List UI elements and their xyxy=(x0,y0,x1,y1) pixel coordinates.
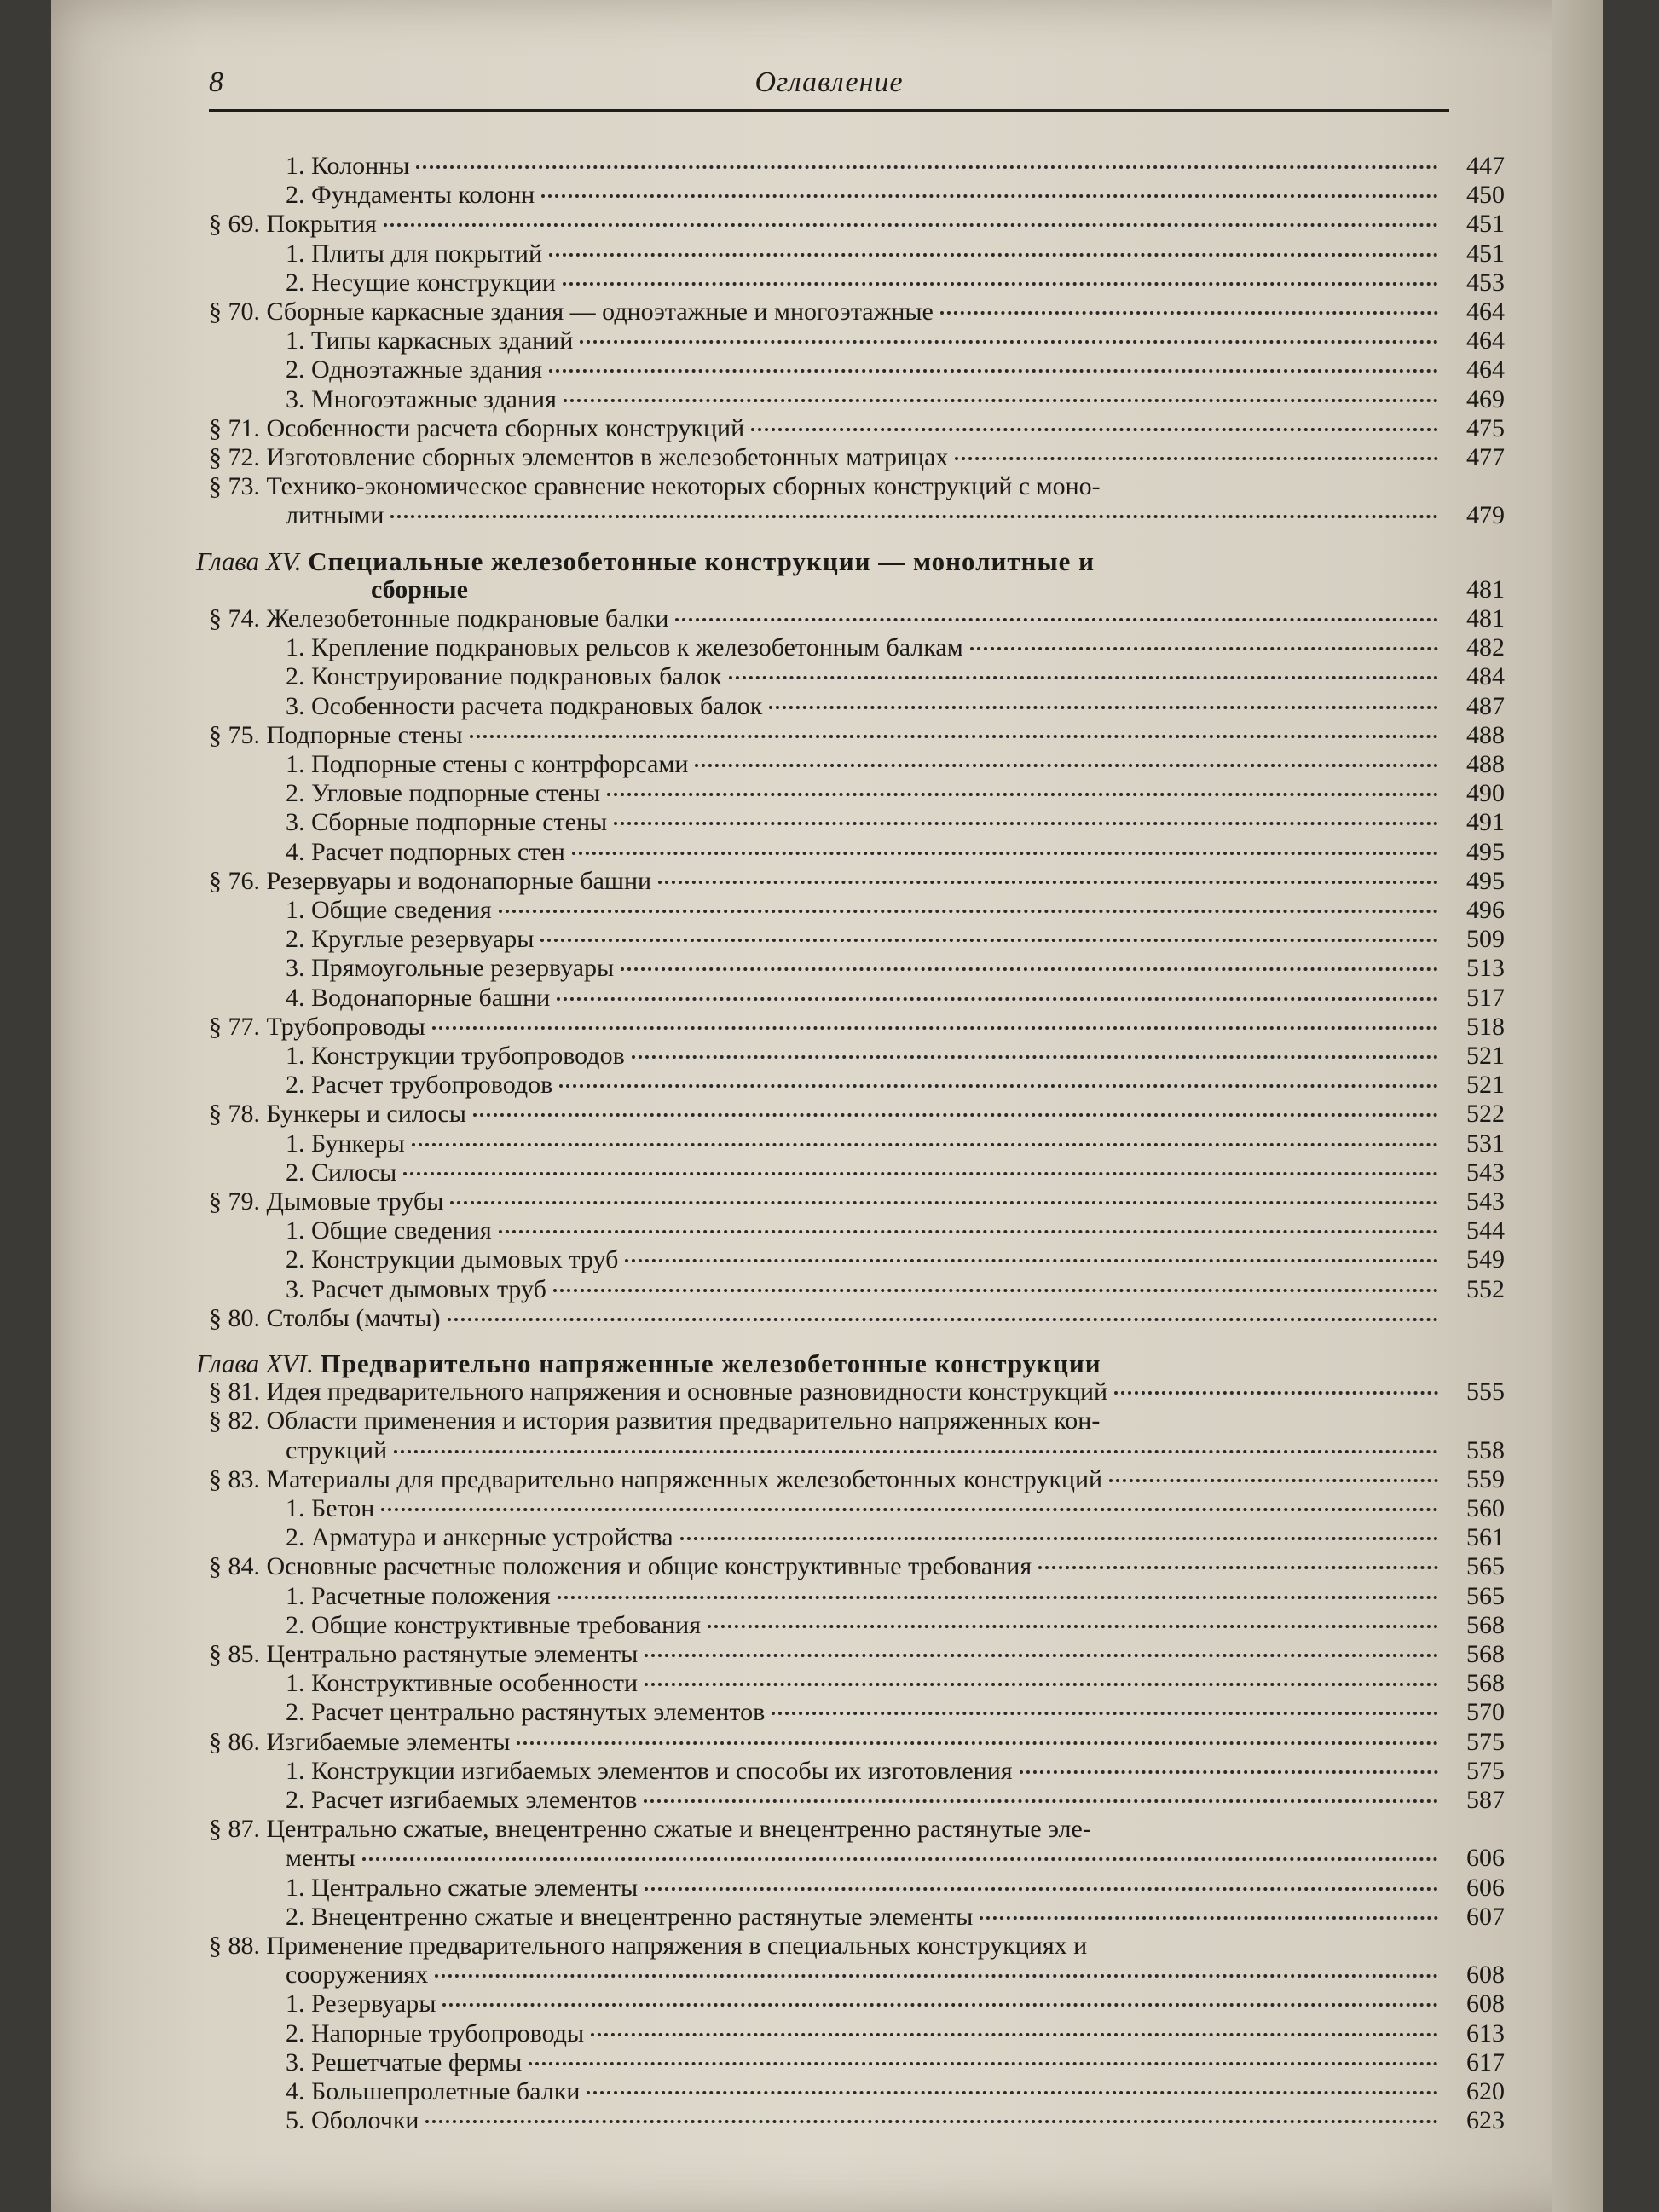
dot-leader xyxy=(416,165,1438,169)
dot-leader xyxy=(435,1974,1438,1978)
toc-subsection-entry[interactable] xyxy=(209,984,1505,1013)
dot-leader xyxy=(448,1318,1438,1321)
dot-leader xyxy=(580,340,1438,344)
toc-page-number: 450 xyxy=(1466,181,1505,210)
dot-leader xyxy=(549,253,1438,257)
toc-subsection-entry[interactable] xyxy=(209,2048,1505,2077)
toc-subsection-entry[interactable] xyxy=(209,240,1505,269)
dot-leader xyxy=(675,618,1438,621)
toc-chapter-heading xyxy=(196,546,1373,577)
dot-leader xyxy=(559,1084,1438,1088)
toc-subsection-entry[interactable] xyxy=(209,1245,1505,1274)
toc-subsection-entry[interactable] xyxy=(209,1071,1505,1100)
toc-entry-continuation xyxy=(209,1961,1505,1990)
dot-leader xyxy=(658,881,1438,884)
toc-entry-title: 2. Арматура и анкерные устройства xyxy=(286,1523,673,1552)
toc-entry-title: 2. Угловые подпорные стены xyxy=(286,779,600,808)
toc-page-number: 488 xyxy=(1466,750,1505,778)
toc-subsection-entry[interactable] xyxy=(209,1158,1505,1187)
toc-page-number: 447 xyxy=(1466,152,1505,180)
toc-entry-title: § 85. Центрально растянутые элементы xyxy=(209,1640,639,1668)
dot-leader xyxy=(390,515,1438,518)
chapter-page-ref: 481 xyxy=(1466,575,1505,604)
toc-entry-title: 2. Одноэтажные здания xyxy=(286,355,543,384)
toc-page-number: 469 xyxy=(1466,384,1505,413)
toc-page-number: 617 xyxy=(1466,2047,1505,2076)
toc-subsection-entry[interactable] xyxy=(209,2077,1505,2106)
toc-entry-title: 1. Расчетные положения xyxy=(286,1581,551,1610)
dot-leader xyxy=(403,1172,1438,1175)
toc-entry-title: 2. Круглые резервуары xyxy=(286,925,535,954)
toc-section-entry[interactable] xyxy=(209,1728,1505,1757)
dot-leader xyxy=(517,1741,1438,1745)
toc-entry-title-continuation: сооружениях xyxy=(286,1961,429,1990)
dot-leader xyxy=(1038,1566,1438,1569)
toc-section-entry[interactable] xyxy=(209,1552,1505,1581)
toc-subsection-entry[interactable] xyxy=(209,1275,1505,1304)
toc-entry-title: § 75. Подпорные стены xyxy=(209,720,463,749)
toc-subsection-entry[interactable] xyxy=(209,1129,1505,1158)
toc-subsection-entry[interactable] xyxy=(209,152,1505,181)
toc-page-number: 552 xyxy=(1466,1274,1505,1303)
toc-page-number: 606 xyxy=(1466,1844,1505,1873)
toc-entry-title: 2. Внецентренно сжатые и внецентренно растянутые элементы xyxy=(286,1902,974,1931)
toc-page-number: 451 xyxy=(1466,210,1505,239)
dot-leader xyxy=(381,1508,1438,1511)
toc-page-number: 575 xyxy=(1466,1756,1505,1785)
toc-subsection-entry[interactable] xyxy=(209,1494,1505,1523)
toc-subsection-entry[interactable] xyxy=(209,1582,1505,1611)
dot-leader xyxy=(955,457,1438,460)
toc-subsection-entry[interactable] xyxy=(209,808,1505,837)
toc-entry-title: 3. Сборные подпорные стены xyxy=(286,808,608,837)
dot-leader xyxy=(473,1113,1438,1117)
toc-entry-title: § 87. Центрально сжатые, внецентренно сжатые и внецентренно растянутые эле- xyxy=(209,1815,1091,1844)
dot-leader xyxy=(564,399,1438,402)
dot-leader xyxy=(645,1887,1438,1891)
toc-page-number: 565 xyxy=(1466,1581,1505,1610)
dot-leader xyxy=(625,1259,1438,1262)
toc-subsection-entry[interactable] xyxy=(209,385,1505,414)
dot-leader xyxy=(442,2003,1438,2007)
toc-subsection-entry[interactable] xyxy=(209,1698,1505,1727)
toc-section-entry[interactable] xyxy=(209,1100,1505,1129)
toc-entry-title: § 86. Изгибаемые элементы xyxy=(209,1727,511,1756)
page-number: 8 xyxy=(209,66,223,98)
toc-entry-title: § 83. Материалы для предварительно напряженных железобетонных конструкций xyxy=(209,1464,1103,1493)
dot-leader xyxy=(541,194,1438,198)
dot-leader xyxy=(499,1230,1438,1233)
toc-page-number: 568 xyxy=(1466,1610,1505,1639)
dot-leader xyxy=(695,764,1438,767)
toc-entry-continuation xyxy=(209,1436,1505,1465)
toc-subsection-entry[interactable] xyxy=(209,1757,1505,1786)
toc-entry-title: 3. Многоэтажные здания xyxy=(286,384,557,413)
toc-section-entry[interactable] xyxy=(209,472,1505,501)
toc-subsection-entry[interactable] xyxy=(209,269,1505,297)
toc-entry-title: § 74. Железобетонные подкрановые балки xyxy=(209,604,669,632)
toc-entry-title: § 70. Сборные каркасные здания — одноэтажные и многоэтажные xyxy=(209,297,934,326)
chapter-title: Предварительно напряженные железобетонные конструкции xyxy=(320,1349,1101,1378)
chapter-title: Специальные железобетонные конструкции — монолитные и xyxy=(308,546,1095,576)
toc-subsection-entry[interactable] xyxy=(209,1903,1505,1932)
toc-entry-title: § 88. Применение предварительного напряжения в специальных конструкциях и xyxy=(209,1932,1088,1960)
toc-page-number: 496 xyxy=(1466,896,1505,924)
toc-entry-title-continuation: менты xyxy=(286,1844,356,1873)
toc-entry-title: § 72. Изготовление сборных элементов в железобетонных матрицах xyxy=(209,443,949,471)
toc-page-number: 509 xyxy=(1466,925,1505,954)
toc-page-number: 559 xyxy=(1466,1464,1505,1493)
toc-page-number: 555 xyxy=(1466,1377,1505,1406)
toc-subsection-entry[interactable] xyxy=(209,1042,1505,1071)
toc-page-number: 570 xyxy=(1466,1698,1505,1727)
toc-entry-title: 2. Напорные трубопроводы xyxy=(286,2019,585,2047)
dot-leader xyxy=(621,967,1438,971)
toc-page-number: 623 xyxy=(1466,2106,1505,2135)
toc-subsection-entry[interactable] xyxy=(209,750,1505,779)
toc-page-number: 495 xyxy=(1466,837,1505,866)
toc-entry-title: 2. Фундаменты колонн xyxy=(286,181,535,210)
dot-leader xyxy=(645,1654,1438,1657)
toc-entry-title: 2. Несущие конструкции xyxy=(286,268,556,297)
toc-page-number: 475 xyxy=(1466,413,1505,442)
toc-entry-title: 1. Конструкции трубопроводов xyxy=(286,1042,625,1070)
toc-subsection-entry[interactable] xyxy=(209,1611,1505,1640)
toc-subsection-entry[interactable] xyxy=(209,633,1505,662)
toc-entry-continuation xyxy=(209,1844,1505,1873)
toc-subsection-entry[interactable] xyxy=(209,1874,1505,1903)
toc-entry-title: 2. Расчет изгибаемых элементов xyxy=(286,1786,638,1814)
toc-entry-title: § 79. Дымовые трубы xyxy=(209,1187,444,1216)
toc-entry-title: 5. Оболочки xyxy=(286,2106,419,2135)
toc-entry-title: 4. Расчет подпорных стен xyxy=(286,837,565,866)
dot-leader xyxy=(394,1450,1438,1453)
toc-entry-title: 1. Конструктивные особенности xyxy=(286,1669,639,1698)
toc-page-number: 560 xyxy=(1466,1494,1505,1522)
chapter-label: Глава XV. xyxy=(196,546,309,576)
dot-leader xyxy=(450,1201,1438,1204)
book-page xyxy=(51,0,1603,2212)
toc-entry-title: § 80. Столбы (мачты) xyxy=(209,1303,441,1332)
toc-page-number: 487 xyxy=(1466,691,1505,720)
toc-entry-title: § 73. Технико-экономическое сравнение некоторых сборных конструкций с моно- xyxy=(209,472,1101,501)
toc-subsection-entry[interactable] xyxy=(209,779,1505,808)
toc-page-number: 495 xyxy=(1466,866,1505,895)
toc-entry-title: 1. Общие сведения xyxy=(286,1216,492,1245)
dot-leader xyxy=(362,1857,1438,1861)
toc-subsection-entry[interactable] xyxy=(209,2019,1505,2048)
toc-entry-title: 2. Расчет центрально растянутых элементов xyxy=(286,1698,766,1727)
toc-page-number: 491 xyxy=(1466,808,1505,837)
toc-page-number: 620 xyxy=(1466,2077,1505,2105)
dot-leader xyxy=(558,1596,1438,1599)
toc-entry-continuation xyxy=(209,501,1505,530)
toc-entry-title: 1. Бетон xyxy=(286,1494,375,1522)
toc-entry-title: 2. Силосы xyxy=(286,1158,397,1187)
toc-section-entry[interactable] xyxy=(209,1377,1505,1406)
toc-section-entry[interactable] xyxy=(209,210,1505,239)
dot-leader xyxy=(1020,1770,1438,1774)
toc-subsection-entry[interactable] xyxy=(209,896,1505,925)
dot-leader xyxy=(412,1143,1438,1146)
toc-section-entry[interactable] xyxy=(209,414,1505,443)
toc-subsection-entry[interactable] xyxy=(209,2106,1505,2135)
toc-page-number: 464 xyxy=(1466,326,1505,355)
toc-entry-title: 3. Расчет дымовых труб xyxy=(286,1274,546,1303)
toc-entry-title: § 76. Резервуары и водонапорные башни xyxy=(209,866,652,895)
dot-leader xyxy=(751,428,1438,431)
toc-entry-title: § 81. Идея предварительного напряжения и основные разновидности конструкций xyxy=(209,1377,1108,1406)
dot-leader xyxy=(540,939,1438,942)
toc-entry-title: § 82. Области применения и история развития предварительно напряженных кон- xyxy=(209,1406,1101,1435)
toc-entry-title: 1. Бункеры xyxy=(286,1129,405,1158)
toc-entry-title: 3. Прямоугольные резервуары xyxy=(286,954,615,983)
toc-subsection-entry[interactable] xyxy=(209,1523,1505,1552)
toc-page-number: 522 xyxy=(1466,1100,1505,1129)
dot-leader xyxy=(607,793,1438,796)
toc-page-number: 482 xyxy=(1466,633,1505,662)
toc-page-number: 521 xyxy=(1466,1071,1505,1100)
toc-entry-title: 4. Большепролетные балки xyxy=(286,2077,581,2105)
toc-entry-title: 3. Решетчатые фермы xyxy=(286,2047,523,2076)
toc-section-entry[interactable] xyxy=(209,1640,1505,1669)
dot-leader xyxy=(563,282,1438,286)
toc-entry-title: 1. Центрально сжатые элементы xyxy=(286,1873,639,1902)
toc-entry-title: 2. Конструирование подкрановых балок xyxy=(286,662,722,691)
toc-entry-title: 1. Конструкции изгибаемых элементов и способы их изготовления xyxy=(286,1756,1013,1785)
toc-page-number: 543 xyxy=(1466,1158,1505,1187)
toc-page-number: 575 xyxy=(1466,1727,1505,1756)
toc-page-number: 517 xyxy=(1466,983,1505,1012)
dot-leader xyxy=(632,1055,1438,1059)
toc-page-number: 464 xyxy=(1466,355,1505,384)
toc-entry-title: 1. Резервуары xyxy=(286,1990,436,2019)
toc-subsection-entry[interactable] xyxy=(209,954,1505,983)
dot-leader xyxy=(644,1799,1438,1803)
toc-section-entry[interactable] xyxy=(209,721,1505,750)
toc-section-entry[interactable] xyxy=(209,1187,1505,1216)
dot-leader xyxy=(470,735,1438,738)
toc-entry-title: 2. Расчет трубопроводов xyxy=(286,1071,553,1100)
dot-leader xyxy=(772,1712,1438,1715)
toc-subsection-entry[interactable] xyxy=(209,1786,1505,1815)
toc-entry-title: 2. Конструкции дымовых труб xyxy=(286,1245,619,1274)
toc-page-number: 521 xyxy=(1466,1042,1505,1070)
toc-entry-title-continuation: литными xyxy=(286,501,384,530)
toc-page-number: 543 xyxy=(1466,1187,1505,1216)
toc-page-number: 568 xyxy=(1466,1669,1505,1698)
toc-page-number: 490 xyxy=(1466,779,1505,808)
toc-section-entry[interactable] xyxy=(209,297,1505,326)
dot-leader xyxy=(557,997,1438,1001)
toc-section-entry[interactable] xyxy=(209,867,1505,896)
chapter-title-continuation: сборные xyxy=(371,575,468,604)
dot-leader xyxy=(769,706,1438,709)
toc-page-number: 568 xyxy=(1466,1640,1505,1668)
dot-leader xyxy=(384,223,1438,227)
dot-leader xyxy=(980,1916,1438,1920)
dot-leader xyxy=(587,2091,1438,2094)
toc-subsection-entry[interactable] xyxy=(209,1216,1505,1245)
toc-entry-title-continuation: струкций xyxy=(286,1435,388,1464)
dot-leader xyxy=(729,676,1438,679)
toc-page-number: 606 xyxy=(1466,1873,1505,1902)
toc-page-number: 513 xyxy=(1466,954,1505,983)
toc-entry-title: 1. Крепление подкрановых рельсов к железобетонным балкам xyxy=(286,633,963,662)
toc-subsection-entry[interactable] xyxy=(209,692,1505,721)
toc-page-number: 607 xyxy=(1466,1902,1505,1931)
toc-entry-title: 1. Плиты для покрытий xyxy=(286,239,542,268)
toc-section-entry[interactable] xyxy=(209,1465,1505,1494)
dot-leader xyxy=(553,1289,1438,1292)
toc-section-entry[interactable] xyxy=(209,443,1505,472)
dot-leader xyxy=(1114,1391,1438,1395)
toc-page-number: 587 xyxy=(1466,1786,1505,1814)
toc-page-number: 451 xyxy=(1466,239,1505,268)
dot-leader xyxy=(425,2120,1438,2123)
toc-page-number: 544 xyxy=(1466,1216,1505,1245)
dot-leader xyxy=(680,1537,1438,1540)
toc-subsection-entry[interactable] xyxy=(209,1990,1505,2019)
dot-leader xyxy=(529,2062,1438,2065)
toc-entry-title: 2. Общие конструктивные требования xyxy=(286,1610,701,1639)
toc-entry-title: 1. Колонны xyxy=(286,152,410,180)
toc-section-entry[interactable] xyxy=(209,1013,1505,1042)
dot-leader xyxy=(645,1683,1438,1686)
dot-leader xyxy=(499,910,1438,913)
dot-leader xyxy=(940,311,1438,315)
dot-leader xyxy=(572,852,1438,855)
toc-entry-title: § 84. Основные расчетные положения и общие конструктивные требования xyxy=(209,1552,1032,1581)
toc-entry-title: 1. Типы каркасных зданий xyxy=(286,326,574,355)
toc-chapter-heading xyxy=(196,1349,1373,1379)
toc-entry-title: 3. Особенности расчета подкрановых балок xyxy=(286,691,763,720)
toc-entry-title: § 71. Особенности расчета сборных конструкций xyxy=(209,413,745,442)
toc-page-number: 488 xyxy=(1466,720,1505,749)
toc-section-entry[interactable] xyxy=(209,604,1505,633)
toc-entry-title: 1. Подпорные стены с контрфорсами xyxy=(286,750,689,778)
toc-page-number: 484 xyxy=(1466,662,1505,691)
toc-page-number: 549 xyxy=(1466,1245,1505,1274)
toc-entry-title: § 78. Бункеры и силосы xyxy=(209,1100,466,1129)
toc-page-number: 608 xyxy=(1466,1990,1505,2019)
dot-leader xyxy=(591,2033,1438,2036)
running-head: Оглавление xyxy=(754,66,904,98)
toc-page-number: 608 xyxy=(1466,1961,1505,1990)
toc-page-number: 613 xyxy=(1466,2019,1505,2047)
dot-leader xyxy=(1109,1479,1438,1482)
dot-leader xyxy=(549,369,1438,373)
toc-subsection-entry[interactable] xyxy=(209,838,1505,867)
page-edge xyxy=(1552,0,1603,2212)
toc-subsection-entry[interactable] xyxy=(209,181,1505,210)
toc-entry-title: § 77. Трубопроводы xyxy=(209,1012,425,1041)
toc-section-entry[interactable] xyxy=(209,1815,1505,1844)
toc-page-number: 518 xyxy=(1466,1012,1505,1041)
toc-page-number: 481 xyxy=(1466,604,1505,632)
dot-leader xyxy=(614,822,1438,825)
toc-subsection-entry[interactable] xyxy=(209,925,1505,954)
toc-entry-title: 4. Водонапорные башни xyxy=(286,983,551,1012)
toc-page-number: 565 xyxy=(1466,1552,1505,1581)
toc-subsection-entry[interactable] xyxy=(209,1669,1505,1698)
toc-subsection-entry[interactable] xyxy=(209,355,1505,384)
toc-subsection-entry[interactable] xyxy=(209,662,1505,691)
toc-page-number: 477 xyxy=(1466,443,1505,471)
toc-entry-title: § 69. Покрытия xyxy=(209,210,377,239)
toc-page-number: 479 xyxy=(1466,501,1505,530)
page-header xyxy=(209,66,1449,112)
dot-leader xyxy=(970,647,1438,650)
toc-section-entry[interactable] xyxy=(209,1932,1505,1961)
toc-entry-title: 1. Общие сведения xyxy=(286,896,492,924)
dot-leader xyxy=(708,1625,1438,1628)
toc-page-number: 453 xyxy=(1466,268,1505,297)
toc-page-number: 558 xyxy=(1466,1435,1505,1464)
toc-page-number: 561 xyxy=(1466,1523,1505,1552)
toc-page-number: 531 xyxy=(1466,1129,1505,1158)
chapter-label: Глава XVI. xyxy=(196,1349,321,1378)
toc-subsection-entry[interactable] xyxy=(209,326,1505,355)
toc-page-number: 464 xyxy=(1466,297,1505,326)
toc-section-entry[interactable] xyxy=(209,1304,1505,1333)
toc-section-entry[interactable] xyxy=(209,1406,1505,1435)
dot-leader xyxy=(432,1026,1438,1030)
